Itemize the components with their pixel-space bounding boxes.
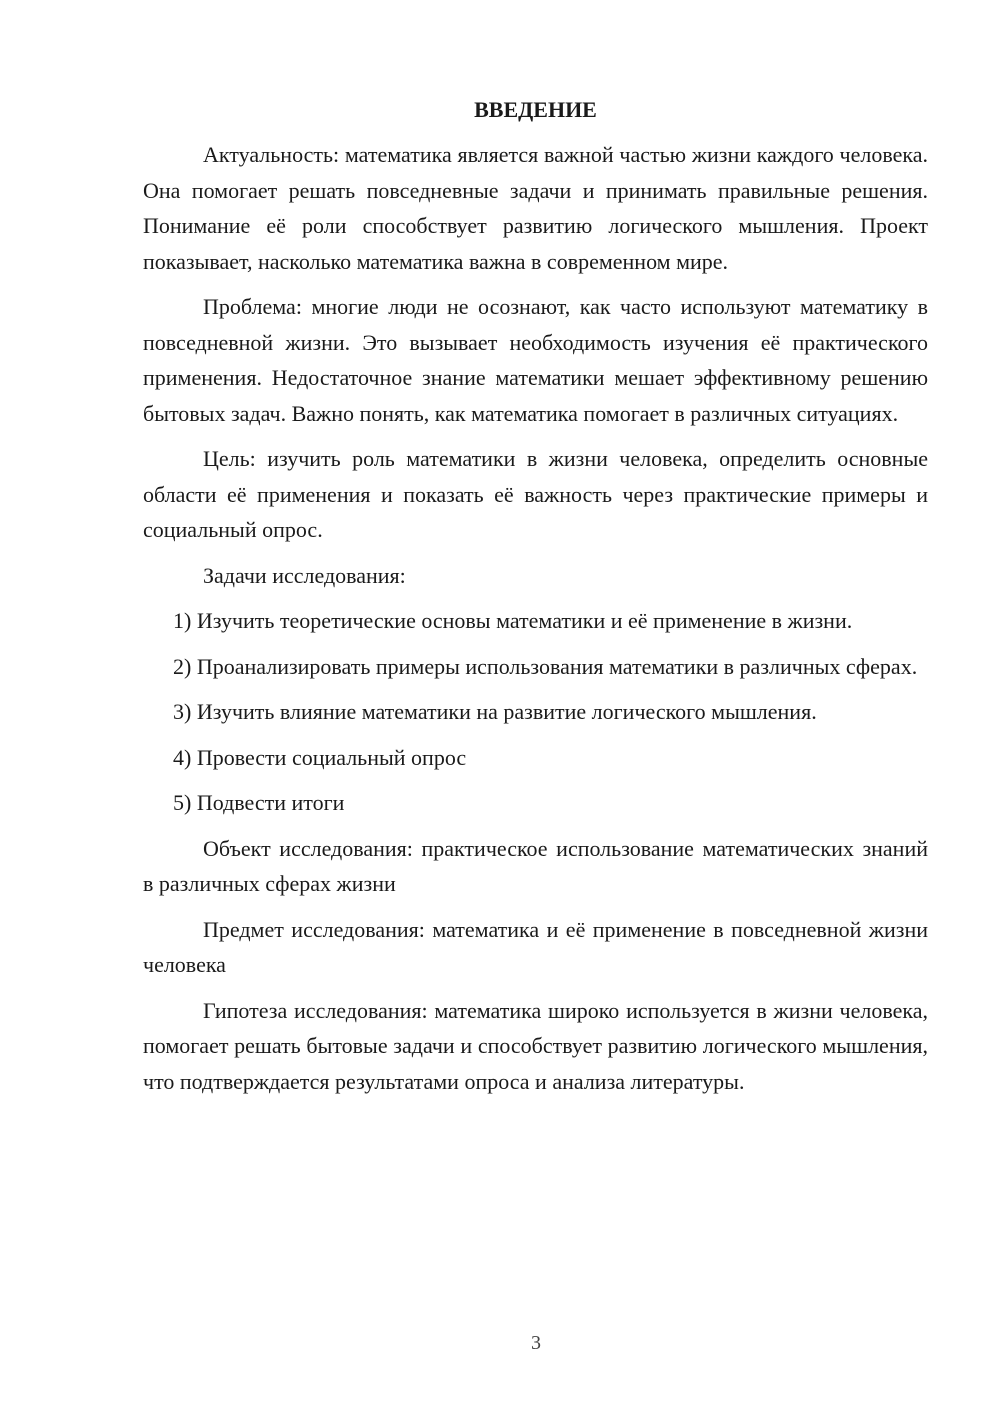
goal-paragraph: Цель: изучить роль математики в жизни человека, определить основные области её применения и показать её важность через практические примеры и социальный опрос.: [143, 446, 928, 542]
task-item-1: 1) Изучить теоретические основы математики и её применение в жизни.: [173, 608, 853, 633]
task-item-4: 4) Провести социальный опрос: [173, 744, 467, 770]
subject-paragraph: Предмет исследования: математика и её применение в повседневной жизни человека: [143, 916, 928, 977]
object-paragraph: Объект исследования: практическое использование математических знаний в различных сферах жизни: [143, 835, 928, 896]
task-item-5: 5) Подвести итоги: [173, 790, 345, 815]
problem-paragraph: Проблема: многие люди не осознают, как часто используют математику в повседневной жизни. Это вызывает необходимость изучения её практического применения. Недостаточное знание математики мешает эффективному решению бытовых задач. Важно понять, как математика помогает в различных ситуациях.: [143, 294, 928, 426]
page-number: 3: [531, 1332, 541, 1354]
hypothesis-paragraph: Гипотеза исследования: математика широко используется в жизни человека, помогает решать бытовые задачи и способствует развитию логического мышления, что подтверждается результатами опроса и анализа литературы.: [143, 997, 928, 1094]
task-item-3: 3) Изучить влияние математики на развитие логического мышления.: [173, 699, 817, 724]
task-item-2: 2) Проанализировать примеры использования математики в различных сферах.: [173, 653, 918, 679]
document-page: [143, 92, 928, 1109]
tasks-heading: Задачи исследования:: [203, 562, 406, 588]
page-title: ВВЕДЕНИЕ: [474, 97, 597, 122]
relevance-paragraph: Актуальность: математика является важной частью жизни каждого человека. Она помогает решать повседневные задачи и принимать правильные решения. Понимание её роли способствует развитию логического мышления. Проект показывает, насколько математика важна в современном мире.: [143, 142, 928, 274]
